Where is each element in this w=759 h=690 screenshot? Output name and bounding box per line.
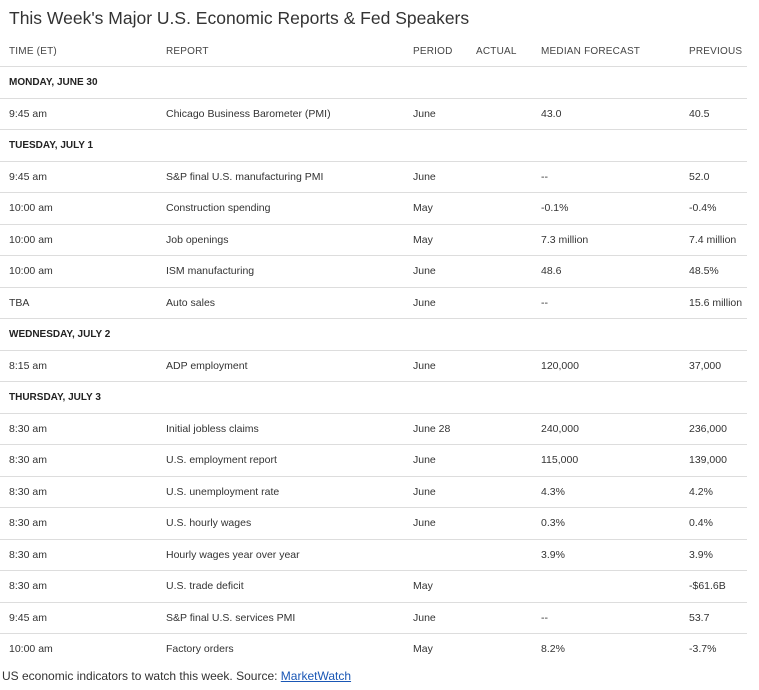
table-header-row (0, 36, 747, 67)
table-row (0, 539, 747, 571)
median-forecast-cell: -- (541, 602, 689, 634)
time-cell: 9:45 am (0, 161, 166, 193)
day-label: THURSDAY, JULY 3 (0, 382, 747, 414)
actual-cell (476, 287, 541, 319)
median-forecast-cell: -- (541, 287, 689, 319)
time-cell: 10:00 am (9, 643, 53, 656)
actual-cell (476, 98, 541, 130)
report-cell: S&P final U.S. services PMI (166, 602, 413, 634)
previous-cell: 52.0 (689, 161, 747, 193)
table-row (0, 508, 747, 540)
previous-cell: 236,000 (689, 413, 747, 445)
report-cell: U.S. employment report (166, 445, 413, 477)
period-cell: June (413, 350, 476, 382)
report-cell: Hourly wages year over year (166, 539, 413, 571)
table-row (0, 634, 747, 665)
actual-cell (476, 445, 541, 477)
previous-cell: 3.9% (689, 539, 747, 571)
period-cell: May (413, 224, 476, 256)
time-cell: 8:30 am (0, 413, 166, 445)
median-forecast-cell: 3.9% (541, 539, 689, 571)
time-cell: 8:30 am (0, 445, 166, 477)
time-cell: 9:45 am (0, 602, 166, 634)
report-cell: Factory orders (166, 643, 234, 656)
previous-cell: 48.5% (689, 256, 747, 288)
day-label: MONDAY, JUNE 30 (0, 67, 747, 99)
actual-cell (476, 634, 541, 665)
period-cell: May (413, 643, 433, 656)
actual-cell (476, 508, 541, 540)
column-header-time: TIME (ET) (0, 36, 166, 67)
time-cell: 10:00 am (0, 193, 166, 225)
actual-cell (476, 539, 541, 571)
day-label: TUESDAY, JULY 1 (0, 130, 747, 162)
period-cell: June (413, 508, 476, 540)
median-forecast-cell: 43.0 (541, 98, 689, 130)
previous-cell: 0.4% (689, 508, 747, 540)
previous-cell: -0.4% (689, 193, 747, 225)
median-forecast-cell: 0.3% (541, 508, 689, 540)
median-forecast-cell: -- (541, 161, 689, 193)
report-cell: Construction spending (166, 193, 413, 225)
time-cell: 8:30 am (0, 571, 166, 603)
source-link-marketwatch[interactable]: MarketWatch (280, 669, 352, 683)
table-row (0, 571, 747, 603)
time-cell: 10:00 am (0, 256, 166, 288)
time-cell: TBA (0, 287, 166, 319)
time-cell: 8:30 am (0, 539, 166, 571)
time-cell: 8:30 am (0, 508, 166, 540)
period-cell: May (413, 193, 476, 225)
previous-cell: 53.7 (689, 602, 747, 634)
previous-cell: -$61.6B (689, 571, 747, 603)
period-cell: June (413, 602, 476, 634)
period-cell: June (413, 445, 476, 477)
page-title: This Week's Major U.S. Economic Reports & Fed Speakers (9, 8, 470, 28)
economic-calendar-table (0, 36, 747, 665)
report-cell: U.S. trade deficit (166, 571, 413, 603)
period-cell: June (413, 256, 476, 288)
table-row (0, 224, 747, 256)
previous-cell: 40.5 (689, 98, 747, 130)
actual-cell (476, 602, 541, 634)
median-forecast-cell (541, 571, 689, 603)
median-forecast-cell: 120,000 (541, 350, 689, 382)
period-cell: June (413, 287, 476, 319)
median-forecast-cell: 240,000 (541, 413, 689, 445)
day-header-row (0, 130, 747, 162)
column-header-period: PERIOD (413, 36, 476, 67)
table-row (0, 287, 747, 319)
table-row (0, 98, 747, 130)
day-header-row (0, 67, 747, 99)
report-cell: U.S. hourly wages (166, 508, 413, 540)
actual-cell (476, 413, 541, 445)
report-cell: ISM manufacturing (166, 256, 413, 288)
actual-cell (476, 256, 541, 288)
table-row (0, 445, 747, 477)
median-forecast-cell: 8.2% (541, 643, 565, 656)
median-forecast-cell: 7.3 million (541, 224, 689, 256)
time-cell: 9:45 am (0, 98, 166, 130)
period-cell: June (413, 476, 476, 508)
actual-cell (476, 224, 541, 256)
report-cell: U.S. unemployment rate (166, 476, 413, 508)
period-cell: May (413, 571, 476, 603)
report-cell: S&P final U.S. manufacturing PMI (166, 161, 413, 193)
report-cell: Job openings (166, 224, 413, 256)
column-header-actual: ACTUAL (476, 36, 541, 67)
day-header-row (0, 382, 747, 414)
previous-cell: 4.2% (689, 476, 747, 508)
day-label: WEDNESDAY, JULY 2 (0, 319, 747, 351)
previous-cell: 15.6 million (689, 287, 747, 319)
actual-cell (476, 193, 541, 225)
report-cell: Initial jobless claims (166, 413, 413, 445)
actual-cell (476, 476, 541, 508)
report-cell: Chicago Business Barometer (PMI) (166, 98, 413, 130)
table-row (0, 476, 747, 508)
actual-cell (476, 161, 541, 193)
period-cell (413, 539, 476, 571)
median-forecast-cell: 48.6 (541, 256, 689, 288)
time-cell: 10:00 am (0, 224, 166, 256)
table-body (0, 67, 747, 665)
median-forecast-cell: -0.1% (541, 193, 689, 225)
caption-text: US economic indicators to watch this week. Source: (2, 669, 281, 683)
column-header-previous: PREVIOUS (689, 36, 747, 67)
period-cell: June (413, 98, 476, 130)
actual-cell (476, 350, 541, 382)
period-cell: June 28 (413, 413, 476, 445)
day-header-row (0, 319, 747, 351)
median-forecast-cell: 4.3% (541, 476, 689, 508)
previous-cell: 139,000 (689, 445, 747, 477)
report-cell: Auto sales (166, 287, 413, 319)
median-forecast-cell: 115,000 (541, 445, 689, 477)
report-cell: ADP employment (166, 350, 413, 382)
previous-cell: 7.4 million (689, 224, 747, 256)
table-row (0, 161, 747, 193)
period-cell: June (413, 161, 476, 193)
table-row (0, 413, 747, 445)
table-row (0, 193, 747, 225)
time-cell: 8:15 am (0, 350, 166, 382)
table-row (0, 350, 747, 382)
previous-cell: 37,000 (689, 350, 747, 382)
table-row (0, 602, 747, 634)
previous-cell: -3.7% (689, 643, 717, 656)
figure-caption (2, 669, 351, 683)
column-header-median-forecast: MEDIAN FORECAST (541, 36, 689, 67)
actual-cell (476, 571, 541, 603)
column-header-report: REPORT (166, 36, 413, 67)
time-cell: 8:30 am (0, 476, 166, 508)
table-row (0, 256, 747, 288)
